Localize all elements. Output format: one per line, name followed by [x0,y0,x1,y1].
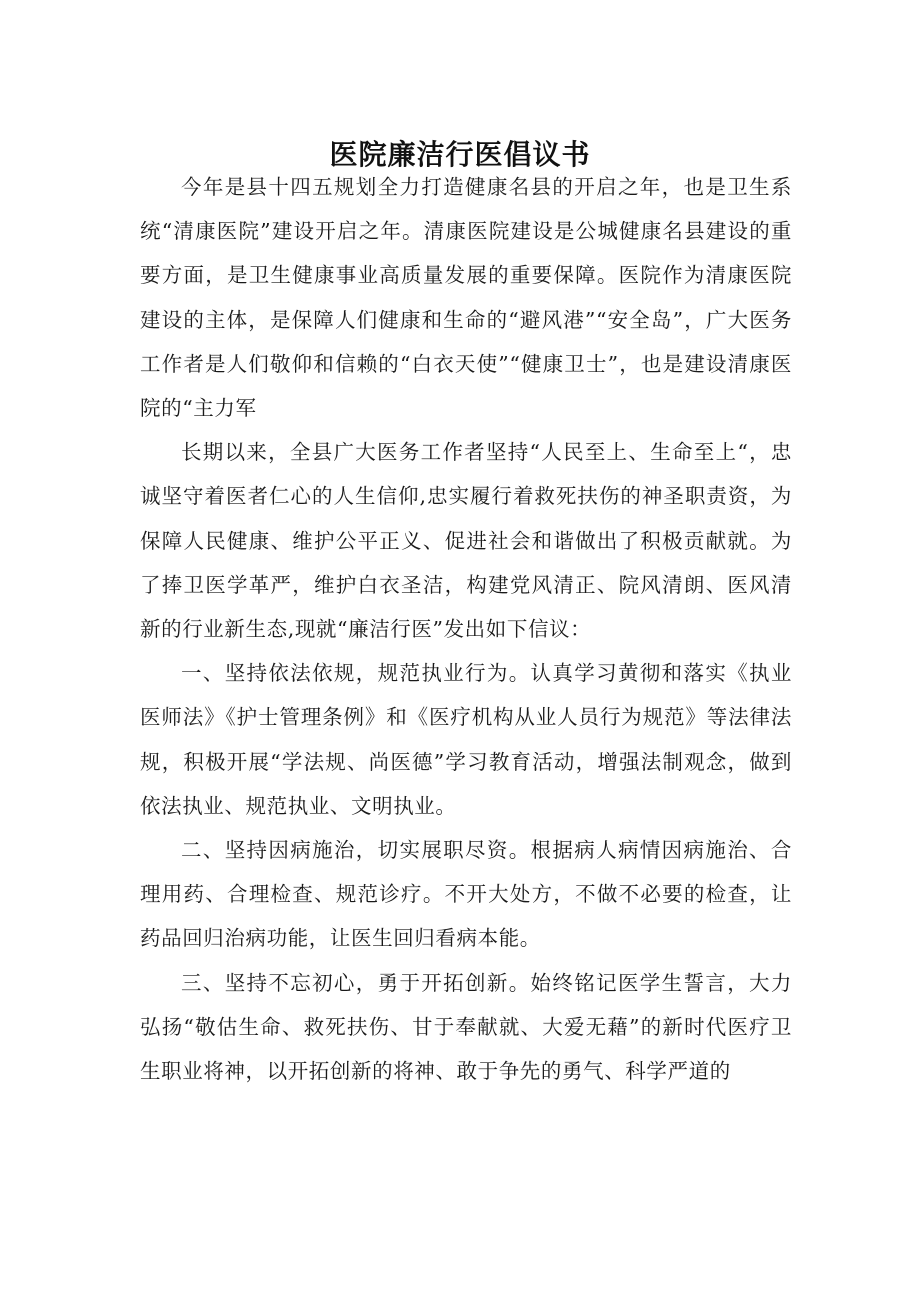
document-body [140,165,792,1093]
paragraph-point-1: 一、坚持依法依规，规范执业行为。认真学习黄彻和落实《执业医师法》《护士管理条例》和《医疗机构从业人员行为规范》等法律法规，积极开展“学法规、尚医德”学习教育活动，增强法制观念，做到依法执业、规范执业、文明执业。 [140,661,792,818]
paragraph-background: 长期以来，全县广大医务工作者坚持“人民至上、生命至上“，忠诚坚守着医者仁心的人生信仰,忠实履行着救死扶伤的神圣职责资，为保障人民健康、维护公平正义、促进社会和谐做出了积极贡献就。为了捧卫医学革严，维护白衣圣洁，构建党风清正、院风清朗、医风清新的行业新生态,现就“廉洁行医”发出如下信议： [140,440,792,642]
paragraph-point-2: 二、坚持因病施治，切实展职尽资。根据病人病情因病施治、合理用药、合理检查、规范诊疗。不开大处方，不做不必要的检查，让药品回归治病功能，让医生回归看病本能。 [140,838,792,951]
paragraph-point-3: 三、坚持不忘初心，勇于开拓创新。始终铭记医学生誓言，大力弘扬“敬估生命、救死扶伤、甘于奉献就、大爱无藉”的新时代医疗卫生职业将神，以开拓创新的将神、敢于争先的勇气、科学严道的 [140,970,792,1084]
paragraph-intro: 今年是县十四五规划全力打造健康名县的开启之年，也是卫生系统“清康医院”建设开启之年。清康医院建设是公城健康名县建设的重要方面，是卫生健康事业高质量发展的重要保障。医院作为清康医院建设的主体，是保障人们健康和生命的“避风港”“安全岛”，广大医务工作者是人们敬仰和信赖的“白衣天使”“健康卫士”，也是建设清康医院的“主力军 [140,175,792,421]
document-title: 医院廉洁行医倡议书 [329,137,591,171]
